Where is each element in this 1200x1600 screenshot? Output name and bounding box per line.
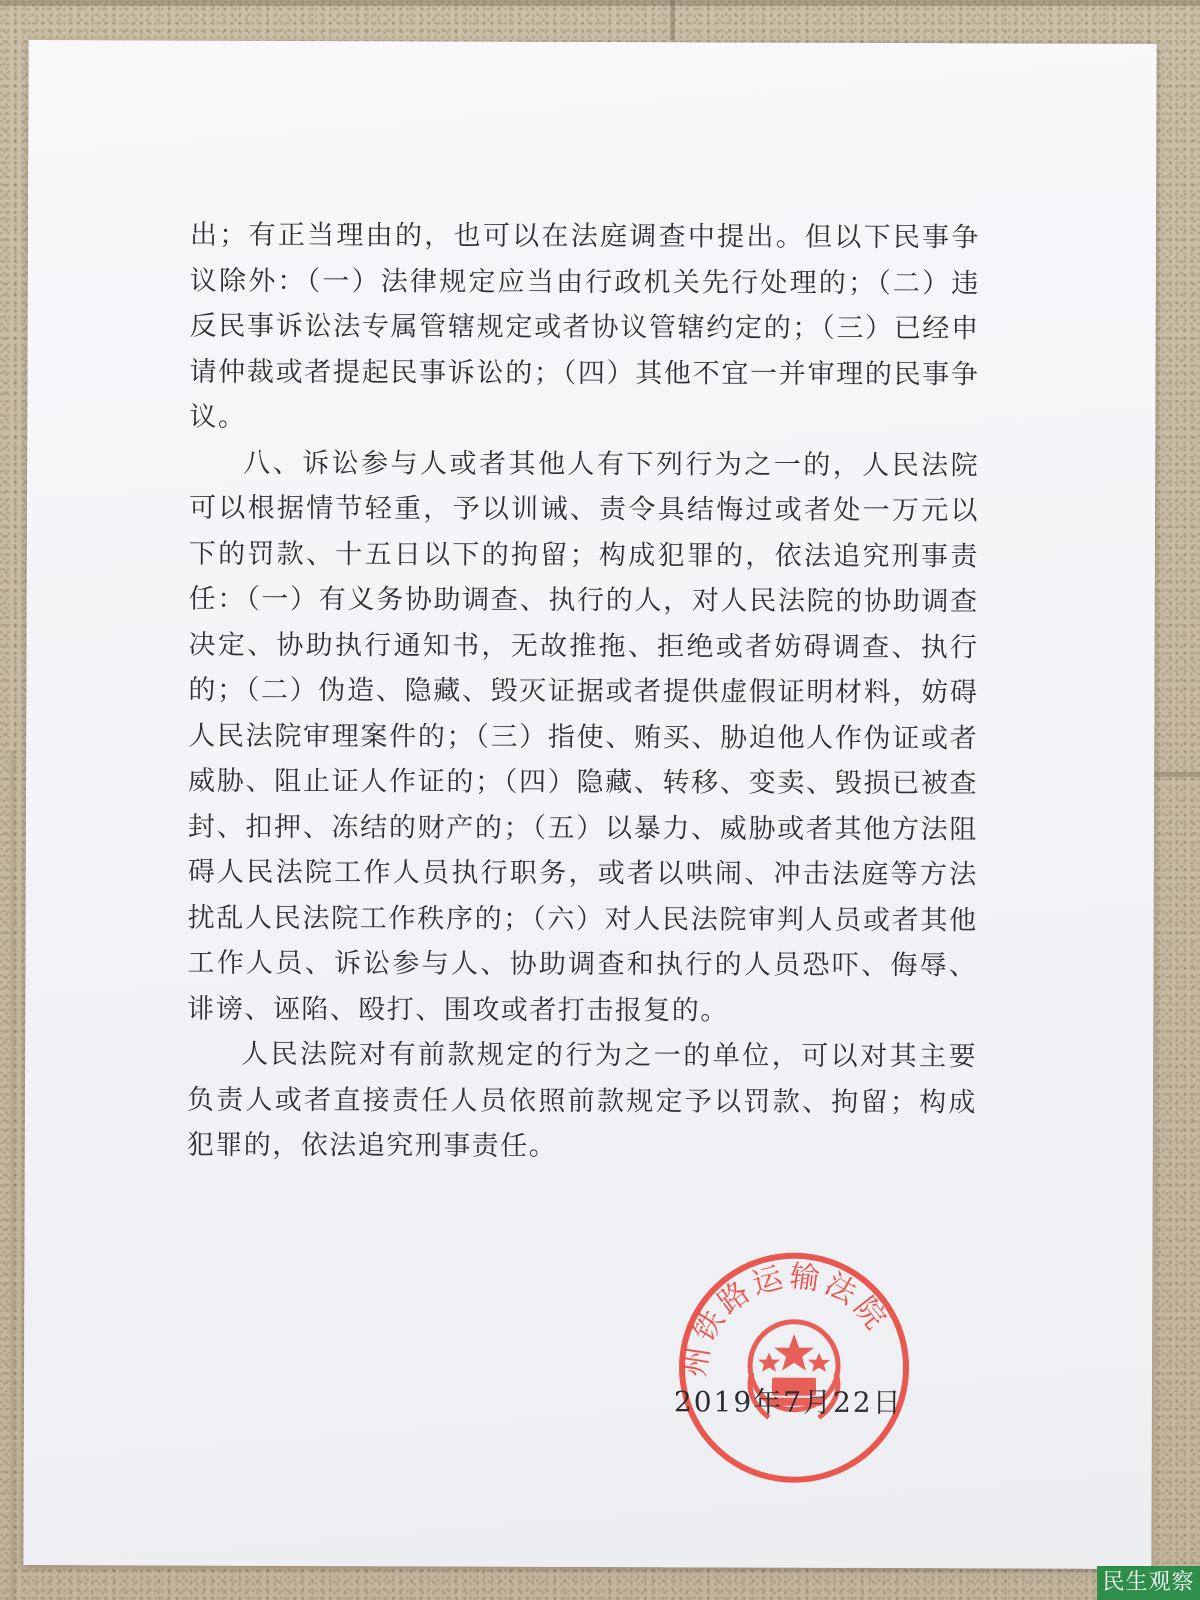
document-date: 2019年7月22日	[673, 1385, 903, 1420]
document-page	[23, 40, 1156, 1569]
floor-tile-seam	[0, 0, 1200, 6]
floor-tile-seam	[10, 750, 15, 1600]
watermark-label: 民生观察	[1097, 1566, 1200, 1600]
paragraph-continuation: 出；有正当理由的，也可以在法庭调查中提出。但以下民事争议除外：（一）法律规定应当由行政机关先行处理的；（二）违反民事诉讼法专属管辖规定或者协议管辖约定的；（三）已经申请仲裁或者提起民事诉讼的；（四）其他不宜一并审理的民事争议。	[189, 219, 981, 433]
paragraph-unit-penalty: 人民法院对有前款规定的行为之一的单位，可以对其主要负责人或者直接责任人员依照前款规定予以罚款、拘留；构成犯罪的，依法追究刑事责任。	[186, 1038, 978, 1162]
seal-text: 州铁路运输法院	[677, 1258, 895, 1380]
document-body	[187, 213, 980, 1171]
court-seal-stamp	[674, 1247, 915, 1488]
paragraph-article-eight: 八、诉讼参与人或者其他人有下列行为之一的，人民法院可以根据情节轻重，予以训诫、责令具结悔过或者处一万元以下的罚款、十五日以下的拘留；构成犯罪的，依法追究刑事责任：（一）有义务协助调查、执行的人，对人民法院的协助调查决定、协助执行通知书，无故推拖、拒绝或者妨碍调查、执行的；（二）伪造、隐藏、毁灭证据或者提供虚假证明材料，妨碍人民法院审理案件的；（三）指使、贿买、胁迫他人作伪证或者威胁、阻止证人作证的；（四）隐藏、转移、变卖、毁损已被查封、扣押、冻结的财产的；（五）以暴力、威胁或者其他方法阻碍人民法院工作人员执行职务，或者以哄闹、冲击法庭等方法扰乱人民法院工作秩序的；（六）对人民法院审判人员或者其他工作人员、诉讼参与人、协助调查和执行的人员恐吓、侮辱、诽谤、诬陷、殴打、围攻或者打击报复的。	[187, 447, 980, 1026]
floor-tile-seam	[670, 0, 675, 40]
